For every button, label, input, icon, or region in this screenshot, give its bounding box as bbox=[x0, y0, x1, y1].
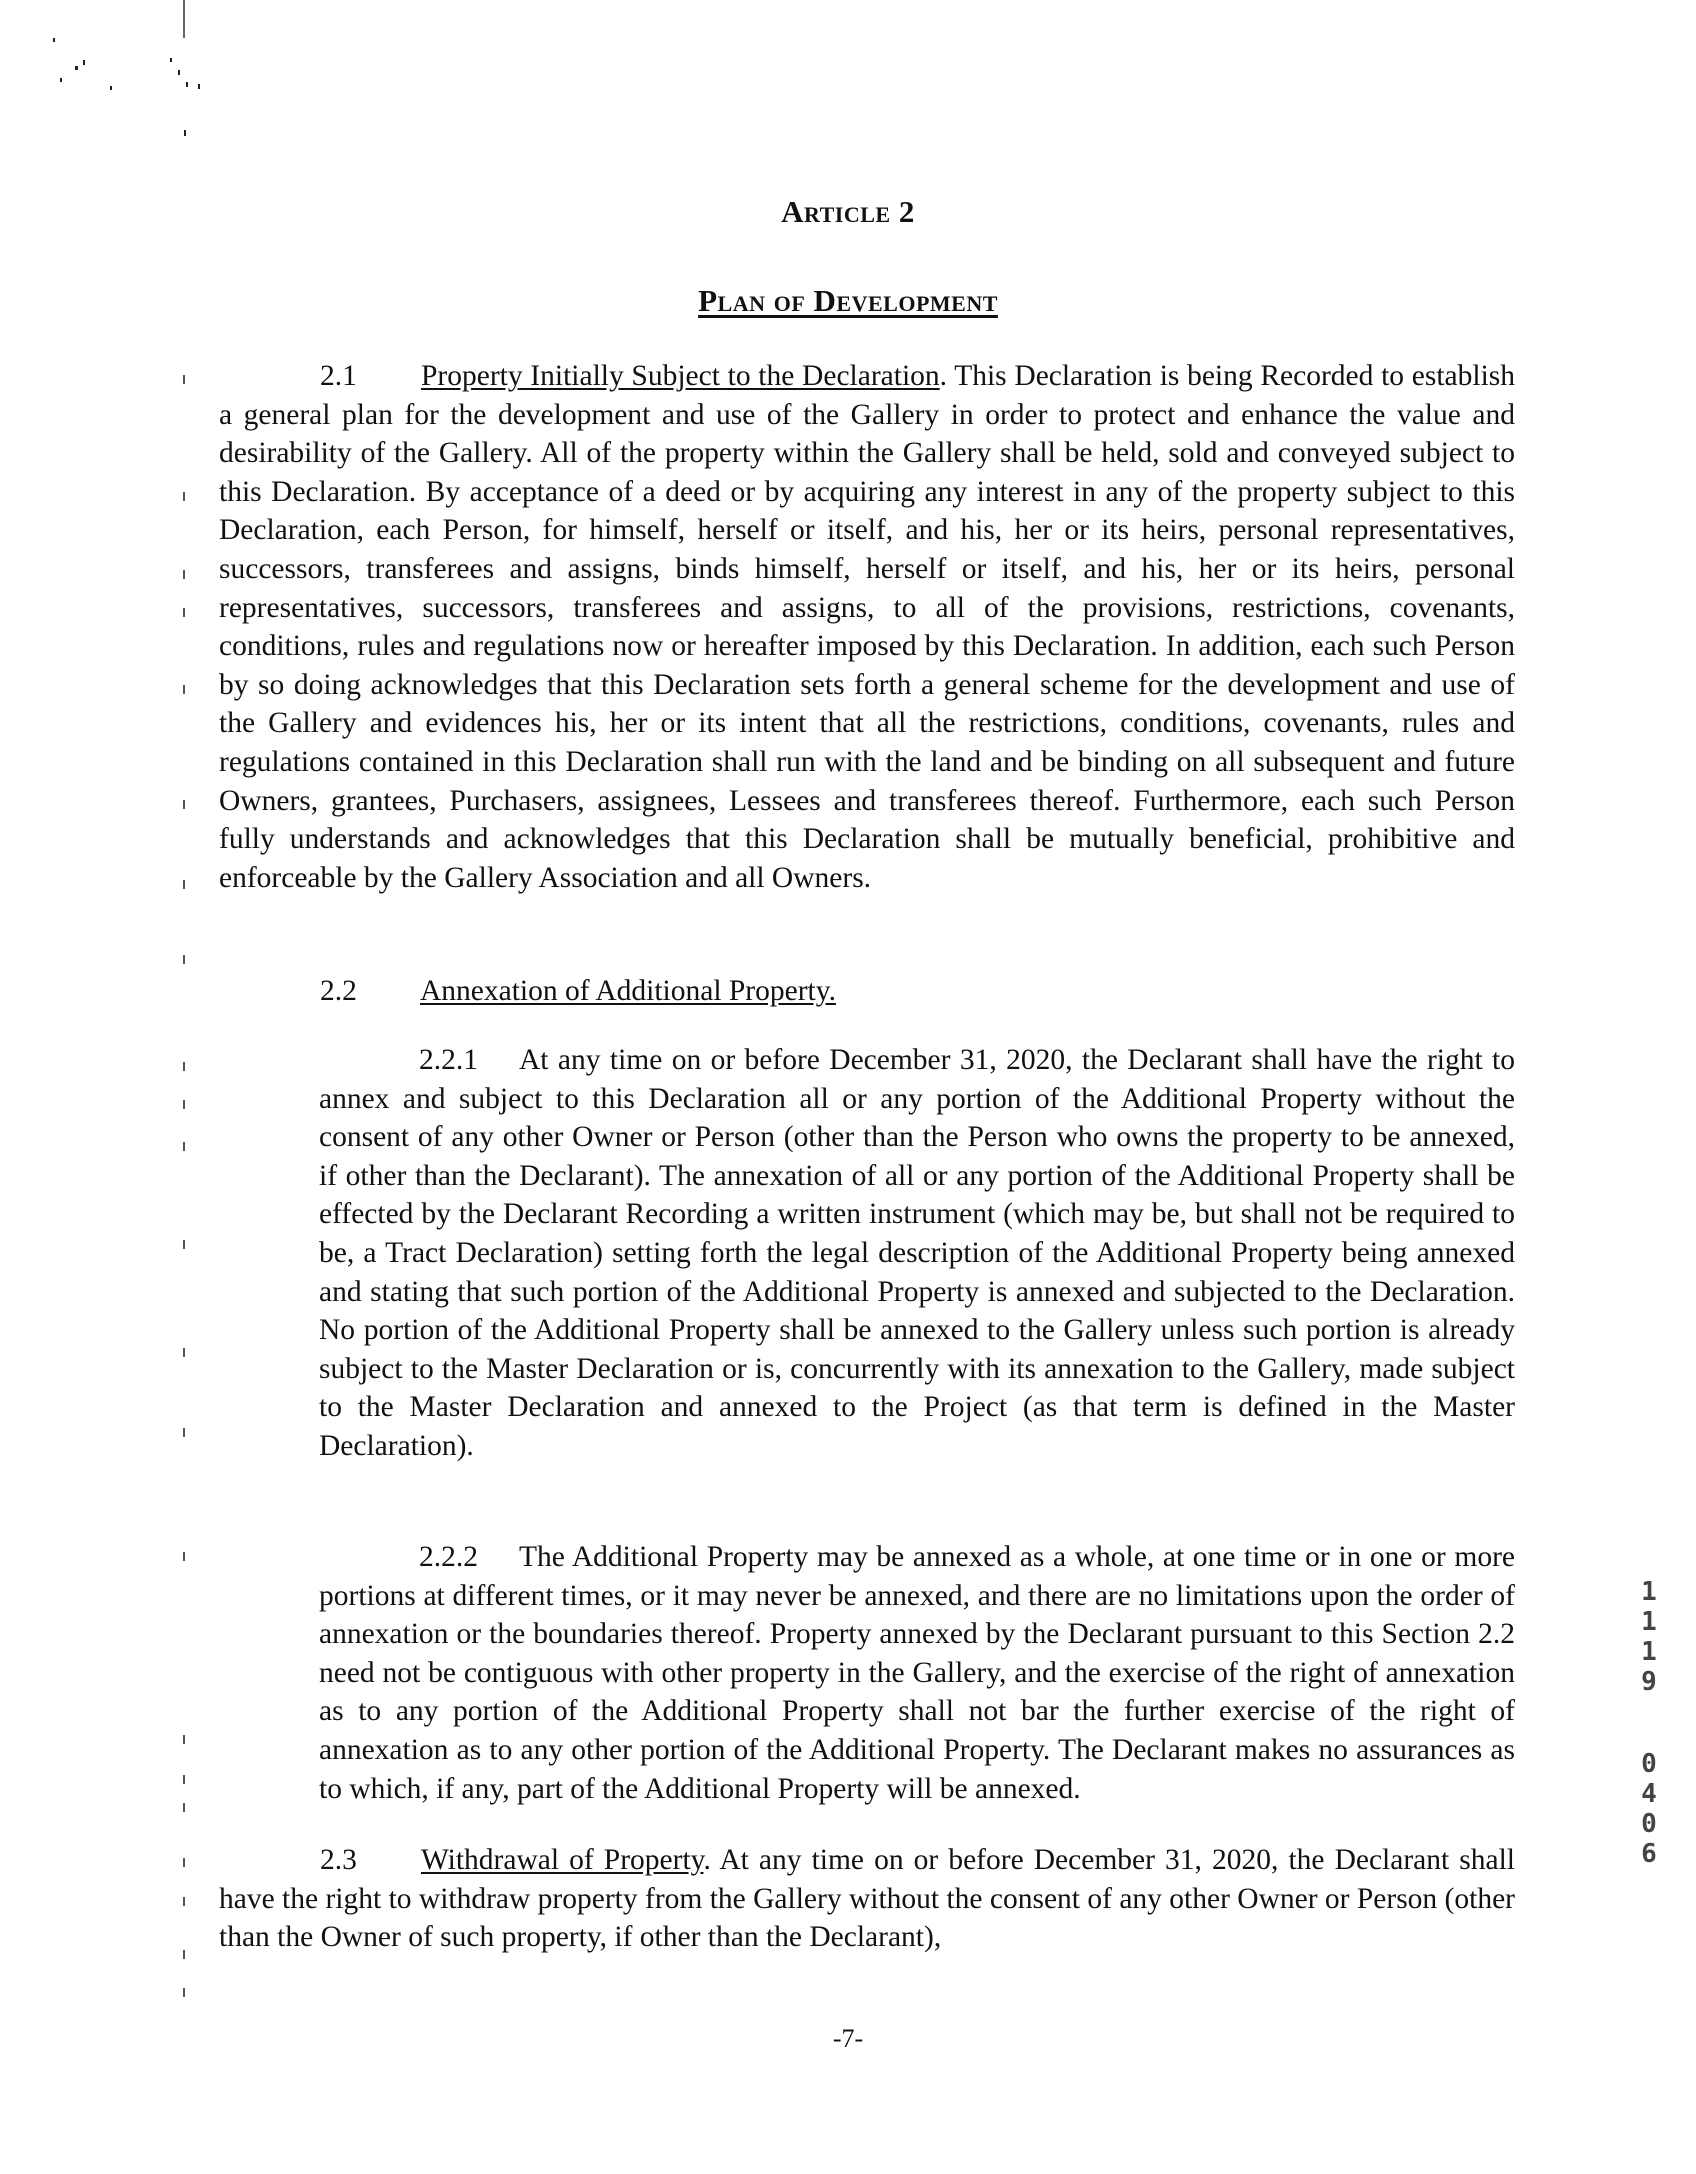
scan-artifact-dot bbox=[75, 66, 78, 70]
recording-stamp-digit: 1 bbox=[1641, 1577, 1657, 1607]
section-body: At any time on or before December 31, 2020, the Declarant shall have the right to withdraw property from the Gallery without the consent of any other Owner or Person (other than the Owner of such property, if other than the Declarant), bbox=[219, 1844, 1516, 1954]
recording-stamp-gap bbox=[1634, 1697, 1664, 1749]
scan-artifact-dot bbox=[184, 130, 186, 136]
article-title: Article 2 bbox=[781, 194, 915, 229]
paragraph-2-2-heading bbox=[320, 972, 836, 1011]
recording-stamp-digit: 4 bbox=[1641, 1779, 1657, 1809]
page-number: -7- bbox=[832, 2024, 864, 2053]
scan-artifact-dot bbox=[60, 78, 62, 82]
recording-stamp-digit: 0 bbox=[1641, 1809, 1657, 1839]
subsection-number: 2.2.2 bbox=[419, 1541, 478, 1573]
scan-artifact-dot bbox=[83, 60, 85, 65]
scan-artifact-dot bbox=[198, 84, 200, 89]
section-number: 2.1 bbox=[320, 360, 357, 392]
recording-stamp-top bbox=[1634, 1577, 1664, 1697]
scan-artifact-dot bbox=[178, 70, 180, 75]
section-number: 2.2 bbox=[320, 975, 357, 1007]
scan-artifact-dot bbox=[110, 86, 112, 90]
subsection-body: The Additional Property may be annexed as a whole, at one time or in one or more portions at different times, or it may never be annexed, and there are no limitations upon the order of annexation or the boundaries thereof. Property annexed by the Declarant pursuant to this Section 2.2 need not be contiguous with other property in the Gallery, and the exercise of the right of annexation as to any portion of the Additional Property shall not bar the further exercise of the right of annexation as to any other portion of the Additional Property. The Declarant makes no assurances as to which, if any, part of the Additional Property will be annexed. bbox=[319, 1541, 1515, 1805]
paragraph-2-1 bbox=[219, 357, 1515, 897]
section-title bbox=[0, 283, 1696, 319]
section-heading: Property Initially Subject to the Declaration bbox=[421, 360, 940, 392]
scan-artifact-dot bbox=[170, 58, 172, 62]
scan-artifact-line bbox=[183, 0, 185, 38]
scan-artifact-dot bbox=[186, 82, 188, 87]
subsection-body: At any time on or before December 31, 2020, the Declarant shall have the right to annex and subject to this Declaration all or any portion of the Additional Property without the consent of any other Owner or Person (other than the Person who owns the property to be annexed, if other than the Declarant). The annexation of all or any portion of the Additional Property shall be effected by the Declarant Recording a written instrument (which may be, but shall not be required to be, a Tract Declaration) setting forth the legal description of the Additional Property being annexed and stating that such portion of the Additional Property is annexed and subjected to the Declaration. No portion of the Additional Property shall be annexed to the Gallery unless such portion is already subject to the Master Declaration or is, concurrently with its annexation to the Gallery, made subject to the Master Declaration and annexed to the Project (as that term is defined in the Master Declaration). bbox=[319, 1044, 1515, 1462]
section-title-text: Plan of Development bbox=[698, 283, 998, 318]
section-heading-period: . bbox=[939, 360, 955, 392]
recording-stamp-bottom bbox=[1634, 1749, 1664, 1869]
section-heading: Annexation of Additional Property. bbox=[420, 975, 836, 1007]
section-heading-period: . bbox=[703, 1844, 720, 1876]
section-heading: Withdrawal of Property bbox=[421, 1844, 704, 1876]
section-number: 2.3 bbox=[320, 1844, 357, 1876]
paragraph-2-2-2 bbox=[319, 1538, 1515, 1808]
section-body: This Declaration is being Recorded to establish a general plan for the development and use of the Gallery in order to protect and enhance the value and desirability of the Gallery. All of the property within the Gallery shall be held, sold and conveyed subject to this Declaration. By acceptance of a deed or by acquiring any interest in any of the property subject to this Declaration, each Person, for himself, herself or itself, and his, her or its heirs, personal representatives, successors, transferees and assigns, binds himself, herself or itself, and his, her or its heirs, personal representatives, successors, transferees and assigns, to all of the provisions, restrictions, covenants, conditions, rules and regulations now or hereafter imposed by this Declaration. In addition, each such Person by so doing acknowledges that this Declaration sets forth a general scheme for the development and use of the Gallery and evidences his, her or its intent that all the restrictions, conditions, covenants, rules and regulations contained in this Declaration shall run with the land and be binding on all subsequent and future Owners, grantees, Purchasers, assignees, Lessees and transferees thereof. Furthermore, each such Person fully understands and acknowledges that this Declaration shall be mutually beneficial, prohibitive and enforceable by the Gallery Association and all Owners. bbox=[219, 360, 1515, 894]
recording-stamp-digit: 9 bbox=[1641, 1667, 1657, 1697]
recording-stamp-digit: 1 bbox=[1641, 1637, 1657, 1667]
recording-stamp bbox=[1634, 1577, 1664, 1869]
scan-artifact-dot bbox=[53, 38, 55, 42]
recording-stamp-digit: 0 bbox=[1641, 1749, 1657, 1779]
recording-stamp-digit: 6 bbox=[1641, 1839, 1657, 1869]
paragraph-2-3 bbox=[219, 1841, 1515, 1957]
paragraph-2-2-1 bbox=[319, 1041, 1515, 1466]
recording-stamp-digit: 1 bbox=[1641, 1607, 1657, 1637]
subsection-number: 2.2.1 bbox=[419, 1044, 478, 1076]
